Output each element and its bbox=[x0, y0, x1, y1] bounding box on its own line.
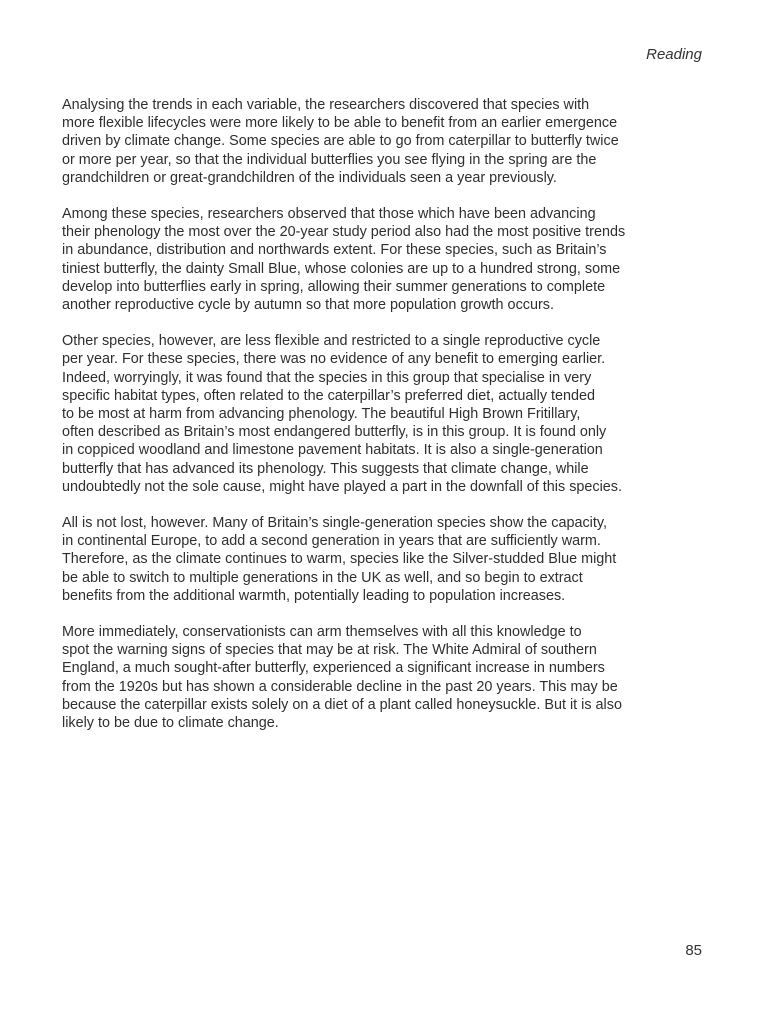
text-line: more flexible lifecycles were more likely to be able to benefit from an earlier emergence bbox=[62, 115, 618, 132]
text-line: driven by climate change. Some species are able to go from caterpillar to butterfly twice bbox=[62, 133, 619, 150]
text-line: in continental Europe, to add a second generation in years that are sufficiently warm. bbox=[62, 533, 601, 550]
text-line: to be most at harm from advancing phenology. The beautiful High Brown Fritillary, bbox=[62, 406, 581, 423]
text-line: in coppiced woodland and limestone pavement habitats. It is also a single-generation bbox=[62, 442, 603, 459]
text-line: Therefore, as the climate continues to warm, species like the Silver-studded Blue might bbox=[62, 551, 617, 568]
text-line: More immediately, conservationists can arm themselves with all this knowledge to bbox=[62, 624, 582, 641]
paragraph-3 bbox=[62, 332, 710, 496]
text-line: Other species, however, are less flexible and restricted to a single reproductive cycle bbox=[62, 333, 601, 350]
text-line: their phenology the most over the 20-year study period also had the most positive trends bbox=[62, 224, 626, 241]
paragraph-2 bbox=[62, 205, 710, 314]
text-line: because the caterpillar exists solely on a diet of a plant called honeysuckle. But it is also bbox=[62, 696, 622, 713]
text-line: or more per year, so that the individual butterflies you see flying in the spring are the bbox=[62, 151, 597, 168]
text-line: likely to be due to climate change. bbox=[62, 715, 279, 732]
paragraph-1 bbox=[62, 96, 710, 187]
text-line: England, a much sought-after butterfly, experienced a significant increase in numbers bbox=[62, 660, 605, 677]
text-line: be able to switch to multiple generations in the UK as well, and so begin to extract bbox=[62, 569, 583, 586]
text-line: grandchildren or great-grandchildren of the individuals seen a year previously. bbox=[62, 169, 557, 186]
reading-passage bbox=[62, 96, 710, 750]
paragraph-4 bbox=[62, 514, 710, 605]
text-line: often described as Britain’s most endangered butterfly, is in this group. It is found only bbox=[62, 424, 607, 441]
text-line: butterfly that has advanced its phenology. This suggests that climate change, while bbox=[62, 460, 589, 477]
text-line: Analysing the trends in each variable, the researchers discovered that species with bbox=[62, 97, 590, 113]
text-line: specific habitat types, often related to the caterpillar’s preferred diet, actually tended bbox=[62, 387, 596, 404]
text-line: benefits from the additional warmth, potentially leading to population increases. bbox=[62, 587, 566, 604]
section-header: Reading bbox=[646, 46, 702, 63]
text-line: Indeed, worryingly, it was found that the species in this group that specialise in very bbox=[62, 369, 592, 386]
text-line: another reproductive cycle by autumn so that more population growth occurs. bbox=[62, 297, 554, 314]
text-line: develop into butterflies early in spring, allowing their summer generations to complete bbox=[62, 278, 606, 295]
text-line: All is not lost, however. Many of Britain’s single-generation species show the capacity, bbox=[62, 515, 607, 532]
text-line: per year. For these species, there was no evidence of any benefit to emerging earlier. bbox=[62, 351, 606, 368]
text-line: spot the warning signs of species that may be at risk. The White Admiral of southern bbox=[62, 642, 597, 659]
text-line: from the 1920s but has shown a considerable decline in the past 20 years. This may be bbox=[62, 678, 618, 695]
paragraph-5 bbox=[62, 623, 710, 732]
text-line: tiniest butterfly, the dainty Small Blue, whose colonies are up to a hundred strong, some bbox=[62, 260, 621, 277]
text-line: undoubtedly not the sole cause, might have played a part in the downfall of this species. bbox=[62, 478, 622, 495]
page-number: 85 bbox=[685, 942, 702, 959]
text-line: in abundance, distribution and northwards extent. For these species, such as Britain’s bbox=[62, 242, 607, 259]
text-line: Among these species, researchers observed that those which have been advancing bbox=[62, 206, 596, 223]
